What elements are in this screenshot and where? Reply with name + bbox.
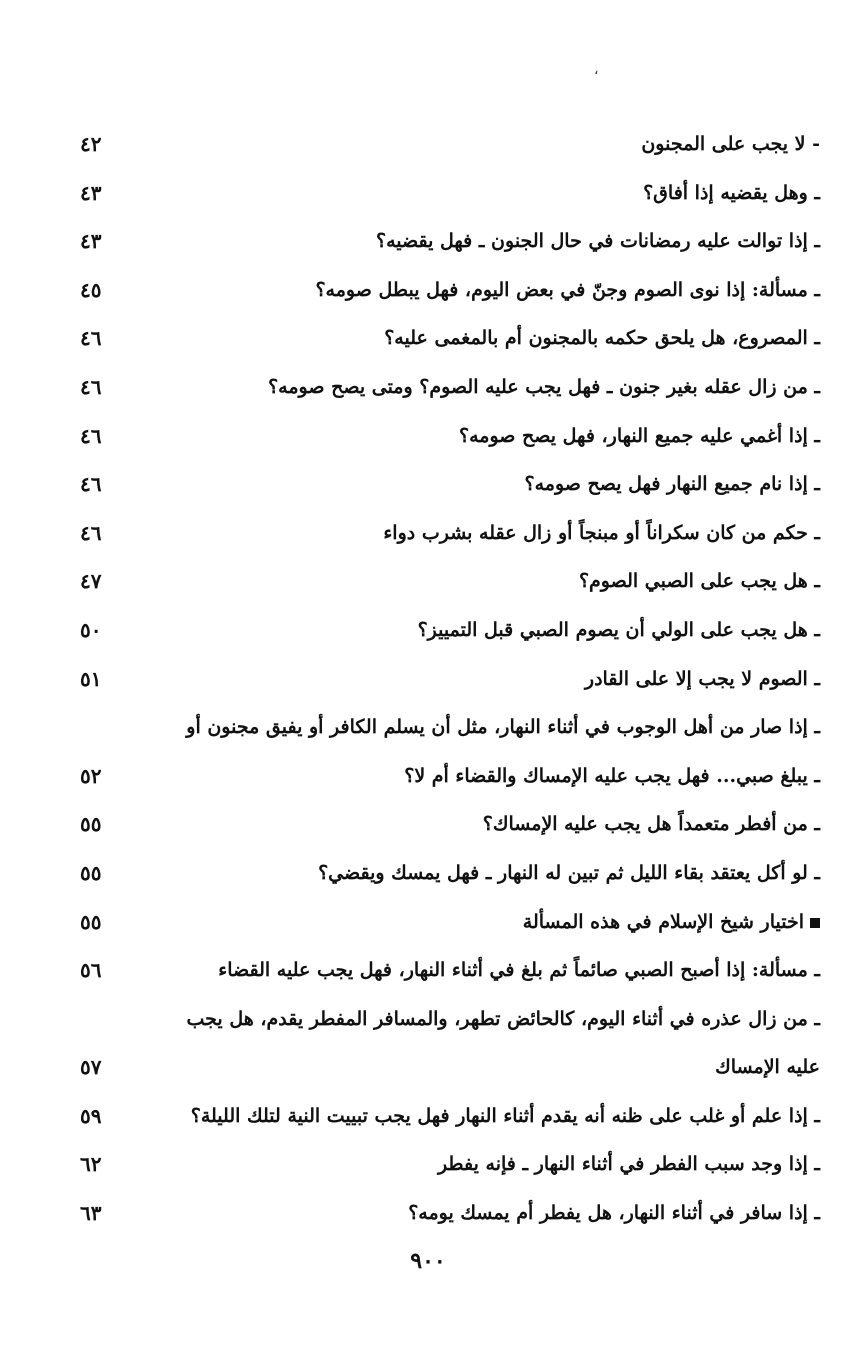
toc-entry-text: ـ يبلغ صبي... فهل يجب عليه الإمساك والقضاء أم لا؟ [404, 764, 820, 787]
toc-entry-title [191, 1092, 820, 1141]
toc-entry [60, 1092, 820, 1141]
toc-entry-page: ٤٦ [80, 374, 102, 399]
toc-entry [60, 898, 820, 947]
toc-entry-title [268, 363, 820, 412]
toc-entry-text: - لا يجب على المجنون [641, 133, 820, 155]
toc-entry-page: ٤٢ [80, 132, 102, 156]
toc-entry-title [315, 266, 820, 315]
toc-entry-text: ـ إذا أغمي عليه جميع النهار، فهل يصح صومه؟ [459, 424, 820, 447]
toc-entry-text: ـ إذا وجد سبب الفطر في أثناء النهار ـ فإنه يفطر [437, 1153, 820, 1176]
toc-entry [60, 266, 820, 315]
toc-entry-text: ـ من زال عذره في أثناء اليوم، كالحائض تطهر، والمسافر المفطر يقدم، هل يجب [186, 1007, 820, 1030]
toc-entry-page: ٦٢ [80, 1152, 102, 1177]
toc-entry [60, 314, 820, 363]
toc-entry-title [643, 169, 820, 218]
toc-entry-page: ٥٥ [80, 812, 102, 837]
toc-entry-title [383, 509, 820, 558]
toc-entry-text: ـ الصوم لا يجب إلا على القادر [584, 667, 820, 690]
toc-entry-page: ٤٦ [80, 520, 102, 545]
toc-entry-page: ٤٣ [80, 229, 102, 254]
toc-entry [60, 849, 820, 898]
toc-entry-title [218, 946, 820, 995]
toc-entry-title [715, 1043, 820, 1092]
toc-entry [60, 509, 820, 558]
toc-entry [60, 363, 820, 412]
toc-entry [60, 557, 820, 606]
toc-entry-page: ٤٦ [80, 423, 102, 448]
toc-entry-title [438, 1140, 820, 1189]
square-bullet-icon [810, 918, 820, 928]
toc-entry-title [459, 412, 820, 461]
toc-entry-title [418, 606, 820, 655]
top-mark: ، [594, 62, 599, 78]
toc-entry-text: ـ المصروع، هل يلحق حكمه بالمجنون أم بالمغمى عليه؟ [384, 327, 820, 350]
toc-entry-page: ٥٩ [80, 1103, 102, 1128]
toc-entry-text: ـ مسألة: إذا أصبح الصبي صائماً ثم بلغ في أثناء النهار، فهل يجب عليه القضاء [218, 959, 820, 982]
toc-entry-page: ٥٥ [80, 909, 102, 934]
toc-entry-page: ٥٦ [80, 958, 102, 983]
toc-entry-text: ـ هل يجب على الولي أن يصوم الصبي قبل التمييز؟ [417, 618, 820, 641]
toc-entry [60, 217, 820, 266]
toc-entry-title [641, 120, 820, 169]
toc-entry-page: ٤٦ [80, 326, 102, 351]
toc-entry-page: ٤٦ [80, 472, 102, 497]
toc-entry-text: ـ لو أكل يعتقد بقاء الليل ثم تبين له النهار ـ فهل يمسك ويقضي؟ [318, 861, 820, 884]
toc-entry-page: ٥٠ [80, 617, 102, 642]
toc-entry-text: ـ حكم من كان سكراناً أو مبنجاً أو زال عقله بشرب دواء [383, 521, 820, 544]
toc-entry-text: ـ من زال عقله بغير جنون ـ فهل يجب عليه الصوم؟ ومتى يصح صومه؟ [268, 375, 820, 398]
toc-entry-text: ـ هل يجب على الصبي الصوم؟ [578, 570, 820, 593]
toc-entry-title [376, 217, 820, 266]
toc-entry [60, 1043, 820, 1092]
toc-entry-text: ـ إذا صار من أهل الوجوب في أثناء النهار، مثل أن يسلم الكافر أو يفيق مجنون أو [186, 716, 820, 739]
toc-entry [60, 752, 820, 801]
toc-entry-title [525, 460, 820, 509]
toc-entry [60, 169, 820, 218]
toc-entry-text: ـ وهل يقضيه إذا أفاق؟ [643, 181, 820, 204]
toc-entry-page: ٤٣ [80, 180, 102, 205]
toc-entry-title [404, 752, 820, 801]
toc-entry [60, 946, 820, 995]
toc-entry-text: عليه الإمساك [715, 1056, 820, 1079]
toc-entry [60, 412, 820, 461]
toc-entry [60, 120, 820, 169]
toc-entry-page: ٦٣ [80, 1201, 102, 1226]
toc-entry-title [408, 1189, 820, 1238]
toc-entry-title [483, 800, 820, 849]
toc-entry-title [318, 849, 820, 898]
toc-entry [60, 800, 820, 849]
toc-entry [60, 655, 820, 704]
toc-entry-text: ـ إذا علم أو غلب على ظنه أنه يقدم أثناء النهار فهل يجب تبييت النية لتلك الليلة؟ [190, 1104, 820, 1127]
toc-entry-text: ـ إذا توالت عليه رمضانات في حال الجنون ـ فهل يقضيه؟ [376, 230, 820, 253]
toc-entry-title [187, 995, 821, 1044]
toc-entry-page: ٥٥ [80, 860, 102, 885]
toc-entry-page: ٥٢ [80, 763, 102, 788]
toc-entry-text: ـ من أفطر متعمداً هل يجب عليه الإمساك؟ [482, 813, 820, 836]
toc-entry-page: ٤٧ [80, 569, 102, 594]
toc-entry [60, 995, 820, 1044]
toc-entry [60, 606, 820, 655]
toc-entry-page: ٥١ [80, 666, 102, 691]
toc-entry [60, 1140, 820, 1189]
toc-entry-title [585, 655, 820, 704]
toc-entry-title [523, 898, 820, 947]
toc-entry [60, 1189, 820, 1238]
toc-entry-page: ٥٧ [80, 1055, 102, 1080]
page-number: ٩٠٠ [410, 1248, 446, 1274]
toc-entry-text: ـ إذا سافر في أثناء النهار، هل يفطر أم يمسك يومه؟ [408, 1202, 820, 1225]
toc-entry-text: ـ إذا نام جميع النهار فهل يصح صومه؟ [524, 473, 820, 496]
toc-entry-text: ـ مسألة: إذا نوى الصوم وجنّ في بعض اليوم، فهل يبطل صومه؟ [315, 278, 820, 301]
toc-entry-text: اختيار شيخ الإسلام في هذه المسألة [522, 910, 804, 933]
toc-entry-title [186, 703, 820, 752]
toc-entry [60, 703, 820, 752]
toc-entry [60, 460, 820, 509]
toc-entry-page: ٤٥ [80, 277, 102, 302]
toc-entry-title [384, 314, 820, 363]
table-of-contents [60, 120, 820, 1238]
toc-entry-title [579, 557, 820, 606]
